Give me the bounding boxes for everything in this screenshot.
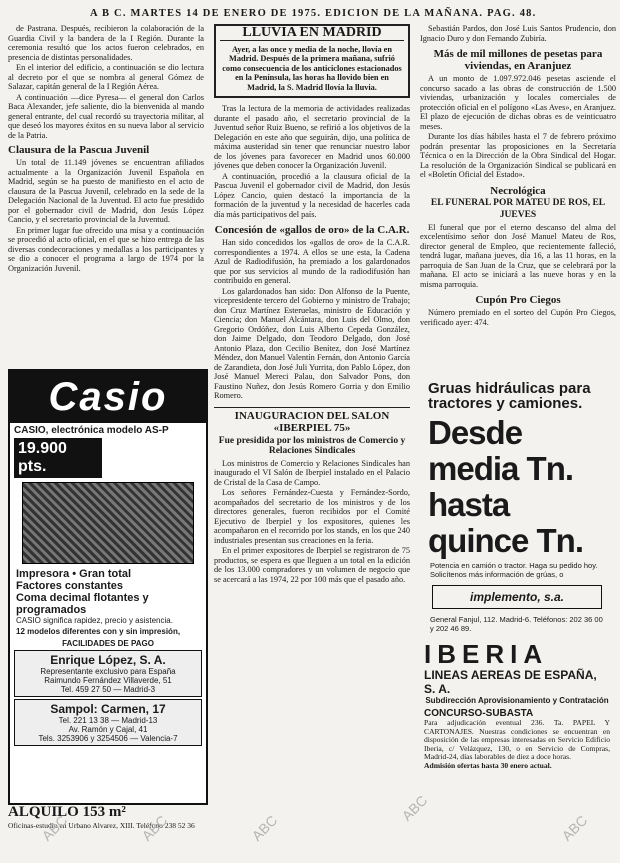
gruas-headline-1: Desde [428, 414, 523, 451]
column-1 [8, 24, 204, 274]
dealer-address: Raimundo Fernández Villaverde, 51 [44, 676, 172, 685]
gruas-headline-3: hasta [428, 486, 510, 523]
watermark-abc: ABC [398, 792, 431, 824]
dealer-sampol [14, 699, 202, 746]
casio-price: 19.900 pts. [14, 438, 102, 478]
column-2 [214, 24, 410, 585]
paragraph: Tras la lectura de la memoria de actividades realizadas durante el pasado año, el secretario provincial de la Juventud señor Ruiz Bueno, se refirió a los objetivos de la Delegación en este año que seguirán, dijo, una política de máxima austeridad sin tener que renunciar nuestro labor de los jóvenes para favorecer en Madrid unos 60.000 jóvenes que deben conocer la Organización Juvenil. [214, 104, 410, 170]
paragraph: En el primer expositores de Iberpiel se registraron de 75 productos, se espera es que lleguen a un total en la edición de los 13.000 compradores y un volumen de negocio que se acercará a las 1974, 22 por 100 más que el pasado año. [214, 546, 410, 584]
dealer-name: Sampol: Carmen, 17 [50, 702, 166, 716]
dealer-enrique-lopez [14, 650, 202, 697]
casio-subtitle: CASIO, electrónica modelo AS-P [14, 425, 169, 436]
headline-clausura: Clausura de la Pascua Juvenil [8, 144, 150, 156]
paragraph: Número premiado en el sorteo del Cupón Pro Ciegos, verificado ayer: 474. [420, 308, 616, 327]
paragraph: Los señores Fernández-Cuesta y Fernández-Sordo, acompañados del secretario de los ministros y de los directores generales, fueron recibidos por el Comité Ejecutivo de Iberpiel y los expositores, quienes les acompañaron en el recorrido por los stands, en los que 240 industriales presentan sus creaciones en la feria. [214, 488, 410, 545]
headline-iberpiel: INAUGURACION DEL SALON «IBERPIEL 75» [214, 407, 410, 434]
calculator-image [22, 482, 194, 564]
feature-3: Coma decimal flotantes y programados [16, 592, 149, 616]
paragraph: En primer lugar fue ofrecido una misa y a continuación se procedió al acto oficial, en el que se hizo entrega de las diversas condecoraciones y medallas a los participantes y se dio a conocer el programa a largo de 1974 por la Organización Juvenil. [8, 225, 204, 273]
paragraph: Los galardonados han sido: Don Alfonso de la Puente, vicepresidente tercero del Gobierno y ministro de Trabajo; don Cruz Martínez Esteruelas, ministro de Educación y Ciencia; don Manuel Alcántara, don Luis del Olmo, don Gregorio Ordóñez, don Luis Alberto Cepeda González, don Jaime Delgado, don Teodoro Delgado, don José Antonio Plaza, don Cecilio Benítez, don José Martínez Méndez, don Manuel Valentín Fernán, don Antonio García de Zarandieta, don José Juli Yurrita, don Pablo López, don José Manuel Mereci Palau, don Salvador Pons, don Faustino Nuñez, don Jesús Romero Gorria y don Emilio Romero. [214, 286, 410, 400]
paragraph: Han sido concedidos los «gallos de oro» de la C.A.R. correspondientes a 1974. A ellos se une esta, la Cadena Azul de Radiodifusión, ha premiado a los galardonados que por sus servicios al mundo de la radiodifusión han contribuido en general. [214, 238, 410, 285]
feature-1: Impresora • Gran total [16, 568, 132, 580]
paragraph: Un total de 11.149 jóvenes se encuentran afiliados actualmente a la Organización Juvenil Española en Madrid, según se ha puesto de manifiesto en el acto de clausura de la Pascua Juvenil, celebrado en la sede de la Delegación Nacional de la Juventud. El acto fue presidido por el gobernador civil de Madrid, don Jesús López Cancio, y el secretario provincial de la Juventud. [8, 158, 204, 224]
casio-logo: Casio [10, 371, 206, 423]
page-header: A B C. MARTES 14 DE ENERO DE 1975. EDICION DE LA MAÑANA. PAG. 48. [90, 8, 537, 19]
feature-2: Factores constantes [16, 580, 123, 592]
headline-cupon: Cupón Pro Ciegos [475, 294, 561, 306]
gruas-headline-4: quince Tn. [428, 522, 583, 559]
paragraph: de Pastrana. Después, recibieron la colaboración de la Guardia Civil y la bandera de la I Región. Durante la ceremonia resultó que los actos fueron celebrados, en presencia de distintas personalidades. [8, 24, 204, 62]
feature-4: 12 modelos diferentes con y sin impresión, [16, 627, 181, 636]
iberia-name: IBERIA [424, 639, 549, 669]
iberia-line: LINEAS AEREAS DE ESPAÑA, S. A. [424, 668, 597, 696]
box-lluvia-title: LLUVIA EN MADRID [220, 28, 404, 41]
headline-aranjuez: Más de mil millones de pesetas para viviendas, en Aranjuez [433, 48, 603, 72]
dealer-phone: Tel. 221 13 38 — Madrid-13 [58, 716, 158, 725]
headline-funeral: EL FUNERAL POR MATEU DE ROS, EL JUEVES [430, 197, 606, 220]
watermark-abc: ABC [38, 812, 71, 844]
gruas-advertisement [424, 377, 610, 635]
paragraph: En el interior del edificio, a continuación se dio lectura al decreto por el que se nombra al general Gómez de Salazar, capitán general de la I Región Aérea. [8, 63, 204, 91]
paragraph: A continuación —dice Pyresa— el general don Carlos Baca Alexander, jefe saliente, dio la bienvenida al mando general entrante, del cual recordó su trayectoria militar, al que deseó los mayores éxitos en su nueva labor al servicio de la Patria. [8, 92, 204, 140]
dealer-name: Enrique López, S. A. [50, 653, 166, 667]
dealer-phone: Tel. 459 27 50 — Madrid-3 [60, 685, 156, 694]
box-lluvia-text: Ayer, a las once y media de la noche, llovía en Madrid. Después de la primera mañana, sufrió como consecuencia de los anticiclones estacionados en la Península, las horas ha llovido bien en Madrid, la S. Madrid llovía la lluvia. [222, 44, 402, 92]
column-3 [420, 24, 616, 328]
iberia-concurso-text: Para adjudicación eventual 236. Ta. PAPEL Y CARTONAJES. Nuestras condiciones se encuentran en disposición de las empresas interesadas en Servicio Edificio Iberia, c/ Velázquez, 130, o en Servicio de Compras, Madrid-24, días laborables de diez a doce horas. [424, 718, 610, 762]
classified-alquilo-sub: Oficinas-estudio en Urbano Alvarez, XIII. Teléfono 238 52 36 [8, 821, 195, 830]
casio-advertisement [8, 369, 208, 805]
watermark-abc: ABC [248, 812, 281, 844]
dealer-address: Av. Ramón y Cajal, 41 [68, 725, 148, 734]
iberia-subdireccion: Subdirección Aprovisionamiento y Contratación [425, 696, 609, 705]
watermark-abc: ABC [138, 812, 171, 844]
paragraph: A un monto de 1.097.972.046 pesetas asciende el concurso sacado a las obras de construcción de 1.500 viviendas, urbanización y locales comerciales de protección oficial en el polígono «Las Aves», en Aranjuez. El plazo de ejecución de dichas obras es de veinticuatro meses. [420, 74, 616, 131]
gruas-address: General Fanjul, 112. Madrid-6. Teléfonos: 202 36 00 y 202 46 89. [430, 615, 603, 633]
iberia-admision: Admisión ofertas hasta 30 enero actual. [424, 760, 552, 770]
gruas-tagline: Gruas hidráulicas para tractores y camiones. [428, 380, 591, 412]
paragraph: Sebastián Pardos, don José Luis Santos Prudencio, don Ignacio Duro y don Fernando Zubiría. [420, 24, 616, 43]
watermark-abc: ABC [558, 812, 591, 844]
headline-necrologica: Necrológica [490, 184, 546, 197]
payment-facilities: FACILIDADES DE PAGO [62, 639, 154, 648]
subheadline-iberpiel: Fue presidida por los ministros de Comercio y Relaciones Sindicales [218, 435, 406, 456]
gruas-text: Potencia en camión o tractor. Haga su pedido hoy. Solicítenos más información de grúas, o [430, 561, 598, 579]
implemento-logo: implemento, s.a. [432, 585, 602, 609]
paragraph: Los ministros de Comercio y Relaciones Sindicales han inaugurado el VI Salón de Iberpiel instalado en el Palacio de Cristal de la Casa de Campo. [214, 458, 410, 487]
headline-gallos: Concesión de «gallos de oro» de la C.A.R. [214, 224, 410, 236]
iberia-advertisement [424, 640, 610, 771]
dealer-role: Representante exclusivo para España [40, 667, 176, 676]
classified-alquilo: ALQUILO 153 m² [8, 804, 126, 820]
gruas-headline-2: media Tn. [428, 450, 574, 487]
paragraph: El funeral que por el eterno descanso del alma del excelentísimo señor don José Manuel Mateu de Ros, director general de Empleo, que recientemente falleció, tendrá lugar, mañana jueves, día 16, a las 11 horas, en la parroquia de San Juan de la Cruz, que se celebrará por la mañana. El acto se iniciará a las nueve horas y en la misma parroquia. [420, 222, 616, 289]
feature-3-note: CASIO significa rapidez, precio y asistencia. [16, 616, 173, 625]
dealer-phone-2: Tels. 3253906 y 3254506 — Valencia-7 [38, 734, 178, 743]
box-lluvia [214, 24, 410, 98]
paragraph: A continuación, procedió a la clausura oficial de la Pascua Juvenil el gobernador civil de Madrid, don Jesús López Cancio, quien destacó la importancia de la formación de la juventud y la necesidad de hacerles cada día más participativos del país. [214, 171, 410, 219]
paragraph: Durante los días hábiles hasta el 7 de febrero próximo podrán presentar las proposiciones en la Secretaría Técnica o en la Dirección de la Obra Sindical del Hogar. La resolución de la Organización Sindical se publicará en el «Boletín Oficial del Estado». [420, 132, 616, 179]
iberia-concurso-title: CONCURSO-SUBASTA [424, 708, 534, 719]
